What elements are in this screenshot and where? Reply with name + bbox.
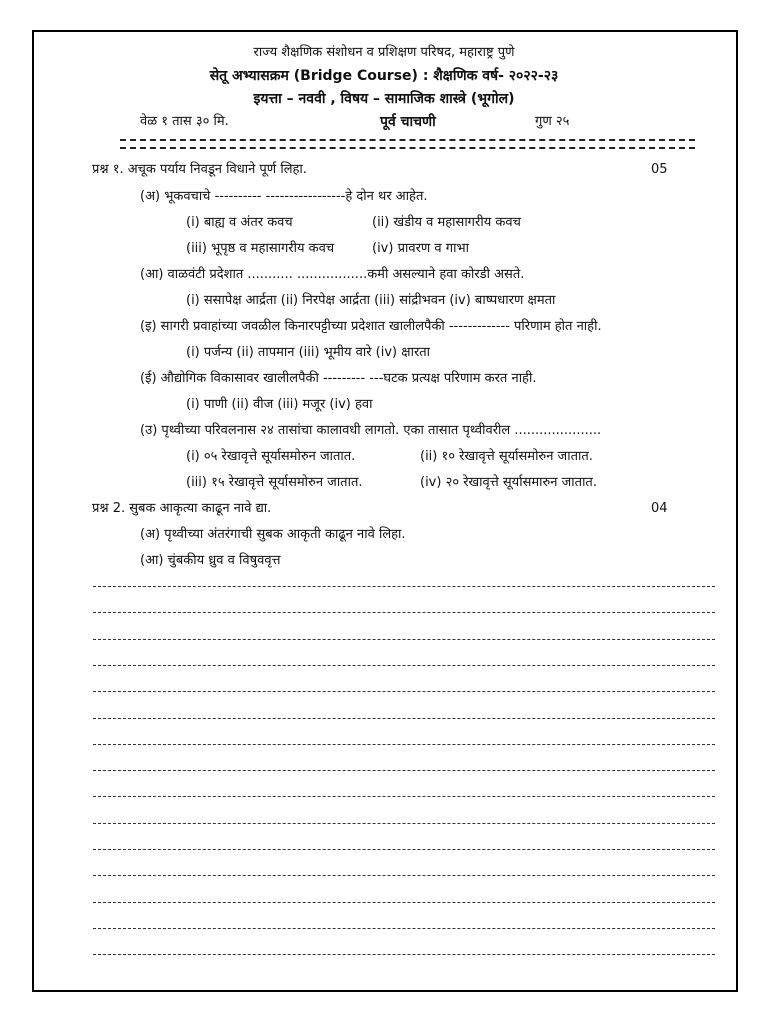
header-course: सेतू अभ्यासक्रम (Bridge Course) : शैक्षणिक वर्ष- २०२२-२३ [209,68,559,84]
q1-i-options: (i) पर्जन्य (ii) तापमान (iii) भूमीय वारे (iv) क्षारता [186,345,431,360]
header-test-name: पूर्व चाचणी [380,114,436,130]
answer-line [93,928,715,929]
q1-title: प्रश्न १. अचूक पर्याय निवडून विधाने पूर्ण लिहा. [92,162,307,177]
answer-line [93,691,715,692]
q1-aa-stem: (आ) वाळवंटी प्रदेशात ........... .................कमी असल्याने हवा कोरडी असते. [140,267,525,282]
q1-u-option-3: (iii) १५ रेखावृत्ते सूर्यासमोरुन जातात. [186,475,363,490]
q1-aa-options: (i) ससापेक्ष आर्द्रता (ii) निरपेक्ष आर्द्रता (iii) सांद्रीभवन (iv) बाष्पधारण क्षमता [186,293,556,308]
q1-a-option-3: (iii) भूपृष्ठ व महासागरीय कवच [186,241,335,256]
q1-i-stem: (इ) सागरी प्रवाहांच्या जवळील किनारपट्टीच्या प्रदेशात खालीलपैकी ------------- परिणाम होत नाही. [140,319,602,334]
answer-line [93,586,715,587]
answer-line [93,796,715,797]
answer-line [93,744,715,745]
q1-u-option-1: (i) ०५ रेखावृत्ते सूर्यासमोरुन जातात. [186,449,356,464]
q1-ii-stem: (ई) औद्योगिक विकासावर खालीलपैकी --------- ---घटक प्रत्यक्ष परिणाम करत नाही. [140,371,537,386]
header-marks: गुण २५ [535,114,570,129]
q1-u-stem: (उ) पृथ्वीच्या परिवलनास २४ तासांचा कालावधी लागतो. एका तासात पृथ्वीवरील ..................... [140,423,602,438]
q1-marks: 05 [651,162,668,177]
header-time: वेळ १ तास ३० मि. [140,114,229,129]
answer-line [93,718,715,719]
q2-marks: 04 [651,501,668,516]
header-class-subject: इयत्ता – नववी , विषय – सामाजिक शास्त्रे (भूगोल) [253,91,515,107]
q1-a-option-2: (ii) खंडीय व महासागरीय कवच [372,215,521,230]
answer-line [93,665,715,666]
answer-line [93,823,715,824]
q1-a-option-1: (i) बाह्य व अंतर कवच [186,215,293,230]
q1-ii-options: (i) पाणी (ii) वीज (iii) मजूर (iv) हवा [186,397,373,412]
answer-line [93,875,715,876]
answer-line [93,849,715,850]
q1-a-stem: (अ) भूकवचाचे ---------- -----------------हे दोन थर आहेत. [140,189,428,204]
header-separator [120,139,695,149]
answer-line [93,954,715,955]
q2-title: प्रश्न 2. सुबक आकृत्या काढून नावे द्या. [92,501,272,516]
answer-line [93,639,715,640]
q1-u-option-4: (iv) २० रेखावृत्ते सूर्यासमारुन जातात. [420,475,597,490]
q1-a-option-4: (iv) प्रावरण व गाभा [372,241,469,256]
answer-line [93,902,715,903]
answer-line [93,612,715,613]
q2-aa: (आ) चुंबकीय ध्रुव व विषुववृत्त [140,553,281,568]
q2-a: (अ) पृथ्वीच्या अंतरंगाची सुबक आकृती काढून नावे लिहा. [140,527,406,542]
answer-line [93,770,715,771]
header-institution: राज्य शैक्षणिक संशोधन व प्रशिक्षण परिषद, महाराष्ट्र पुणे [253,45,515,60]
q1-u-option-2: (ii) १० रेखावृत्ते सूर्यासमोरुन जातात. [420,449,593,464]
